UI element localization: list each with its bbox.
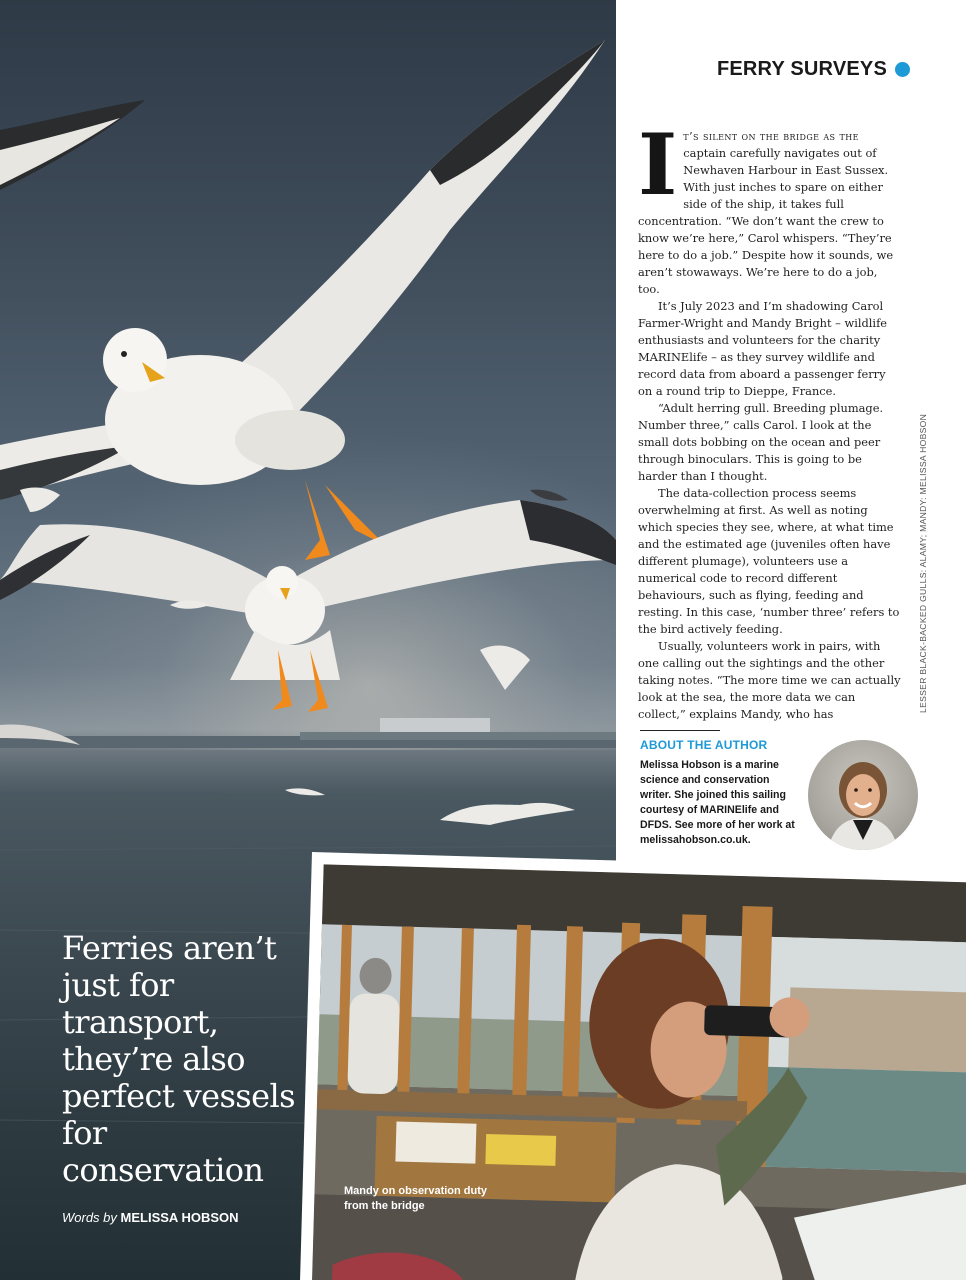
about-author-heading: ABOUT THE AUTHOR	[640, 738, 768, 752]
section-label: FERRY SURVEYS	[716, 58, 887, 80]
byline-words-by: Words by	[62, 1210, 117, 1225]
byline	[62, 1210, 239, 1225]
article-paragraph-2: It’s July 2023 and I’m shadowing Carol Farmer-Wright and Mandy Bright – wildlife enthusiasts and volunteers for the charity MARINElife – as they survey wildlife and record data from aboard a passenger ferry on a round trip to Dieppe, France.	[638, 299, 888, 398]
bridge-illustration	[311, 864, 966, 1280]
section-tag	[717, 58, 910, 81]
article-paragraph-3: “Adult herring gull. Breeding plumage. Number three,” calls Carol. I look at the small dots bobbing on the ocean and peer through binoculars. This is going to be harder than I thought.	[638, 401, 884, 483]
paragraph-1-rest: captain carefully navigates out of Newhaven Harbour in East Sussex. With just inches to spare on either side of the ship, it takes full concentration. “We don’t want the crew to know we’re here,” Carol whispers. “They’re here to do a job.” Despite how it sounds, we aren’t stowaways. We’re here to do a job, too.	[638, 146, 894, 296]
article-paragraph-5: Usually, volunteers work in pairs, with one calling out the sightings and the other taking notes. “The more time we can actually look at the sea, the more data we can collect,” explains Mandy, who has	[638, 639, 901, 721]
photo-caption: Mandy on observation duty from the bridge	[344, 1185, 488, 1212]
distant-shore	[300, 732, 616, 740]
second-gull	[0, 500, 616, 712]
lead-smallcaps: t’s silent on the bridge as the	[683, 129, 859, 143]
article-body	[638, 115, 902, 723]
dropcap: I	[638, 115, 678, 214]
author-avatar	[808, 740, 918, 850]
section-dot-icon	[895, 62, 910, 77]
photo-credit	[918, 413, 932, 713]
author-portrait	[808, 740, 918, 850]
about-author-bio: Melissa Hobson is a marine science and conservation writer. She joined this sailing courtesy of MARINElife and DFDS. See more of her work at melissahobson.co.uk.	[640, 759, 795, 846]
pull-quote: Ferries aren’t just for transport, they’re also perfect vessels for conservation	[62, 929, 295, 1189]
byline-author-name: MELISSA HOBSON	[120, 1210, 239, 1225]
article-paragraph-4: The data-collection process seems overwhelming at first. As well as noting which species they see, where, at what time and the estimated age (juveniles often have different plumage), volunteers use a numerical code to record different behaviours, such as flying, feeding and resting. In this case, ‘number three’ refers to the bird actively feeding.	[638, 486, 900, 636]
article-paragraph-1	[638, 115, 902, 298]
bridge-photo	[311, 864, 966, 1280]
photo-credit-text: LESSER BLACK-BACKED GULLS: ALAMY; MANDY: MELISSA HOBSON	[918, 413, 928, 713]
author-divider	[640, 730, 720, 731]
bridge-photo-frame	[299, 852, 966, 1280]
